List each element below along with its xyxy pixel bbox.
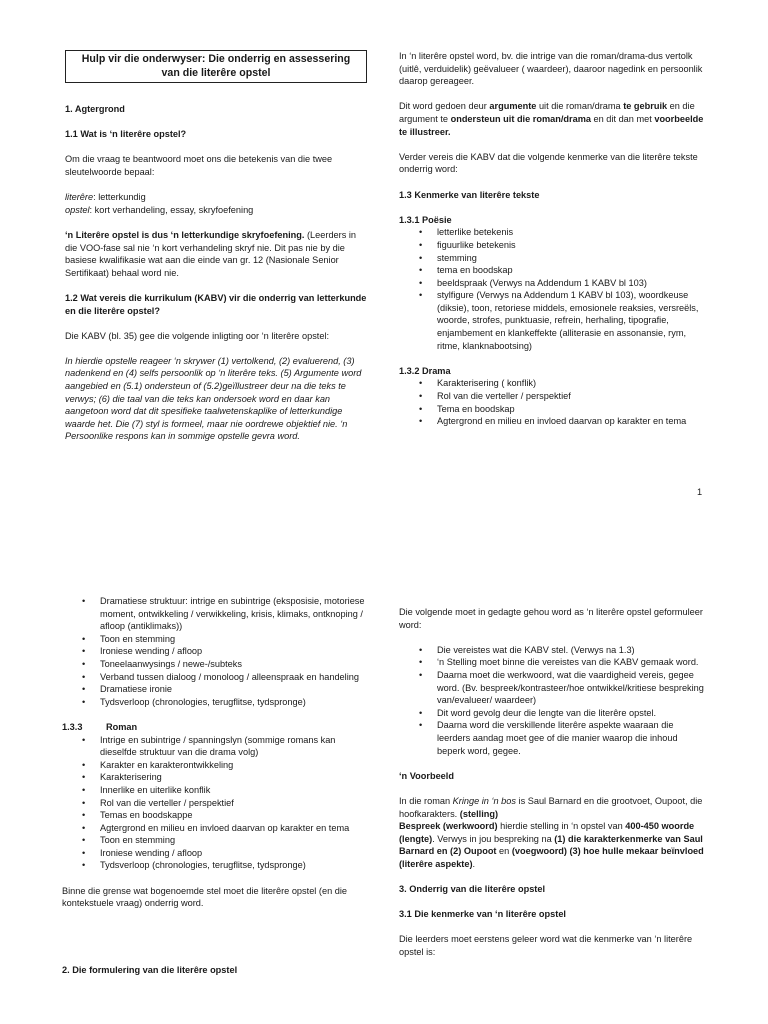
bold-phrase: (stelling) [459, 808, 499, 819]
list-item: • Tema en boodskap [399, 403, 705, 416]
list-item: • Karakter en karakterontwikkeling [62, 759, 367, 772]
bold-phrase: 400-450 woorde (lengte) [399, 821, 695, 844]
page1-right-column [399, 50, 705, 440]
list-item: • Verband tussen dialoog / monoloog / alleenspraak en handeling [62, 671, 367, 684]
list-item: • Karakterisering [62, 771, 367, 784]
text-span: (Leerders in die VOO-fase sal nie ‘n kort verhandeling skryf nie. Dit pas nie by die basiese kwalifikasie wat aan die einde van gr. 12 (Nasionale Senior Sertifikaat) behaal word nie. [65, 229, 357, 278]
list-item: • stylfigure (Verwys na Addendum 1 KABV bl 103), woordkeuse (diksie), toon, retoriese middels, emosionele reaksies, versreëls, woorde, strofes, punktuasie, refrein, herhaling, tipografie, enjambement en klankeffekte (alliterasie en assonansie, rym, ritme, klanknabootsing) [399, 289, 705, 352]
list-item: • Dramatiese ironie [62, 683, 367, 696]
list-item: • tema en boodskap [399, 264, 705, 277]
definitions [65, 191, 367, 216]
paragraph: Die volgende moet in gedagte gehou word as ‘n literêre opstel geformuleer word: [399, 607, 703, 630]
paragraph: In ‘n literêre opstel word, bv. die intrige van die roman/drama-dus vertolk (uitlê, verduidelik) geëvalueer ( waardeer), daaroor nagedink en persoonlik daarop gereageer. [399, 51, 703, 87]
list-item: • letterlike betekenis [399, 226, 705, 239]
text-span: . Verwys in jou bespreking na [432, 833, 555, 844]
kabv-quote [65, 355, 367, 443]
bold-phrase: (1) die karakterkenmerke van Saul Barnard en (2) Oupoot [399, 833, 703, 857]
drama-list [399, 377, 705, 427]
heading-3-1: 3.1 Die kenmerke van ‘n literêre opstel [399, 909, 566, 920]
def-text: : kort verhandeling, essay, skryfoefening [89, 204, 254, 215]
page-number: 1 [697, 487, 703, 497]
heading-1-3-1: 1.3.1 Poësie [399, 214, 452, 225]
def-term: opstel [65, 204, 90, 215]
page2-right-column [399, 606, 705, 971]
bold-phrase: voorbeelde te illustreer. [399, 113, 704, 137]
heading-1-3: 1.3 Kenmerke van literêre tekste [399, 189, 540, 200]
def-text: : letterkundig [93, 192, 146, 203]
document-title-box [65, 50, 367, 83]
book-title: Kringe in ‘n bos [452, 795, 516, 806]
paragraph: Verder vereis die KABV dat die volgende kenmerke van die literêre tekste onderrig word: [399, 151, 698, 175]
list-item: • Agtergrond en milieu en invloed daarvan op karakter en tema [399, 415, 705, 428]
text-span: In die roman [399, 795, 453, 806]
page2-left-column [62, 595, 367, 990]
heading-label: Roman [106, 721, 138, 732]
text-span: . [472, 858, 476, 869]
heading-1: 1. Agtergrond [65, 104, 125, 114]
text-span: is Saul Barnard en die grootvoet, Oupoot, die hoofkarakters. [399, 795, 703, 819]
list-item: • Rol van die verteller / perspektief [399, 390, 705, 403]
list-item: • Innerlike en uiterlike konflik [62, 784, 367, 797]
paragraph: Binne die grense wat bogenoemde stel moet die literêre opstel (en die kontekstuele vraag) onderrig word. [62, 885, 347, 909]
poesie-list [399, 226, 705, 352]
paragraph: Om die vraag te beantwoord moet ons die betekenis van die twee sleutelwoorde bepaal: [65, 154, 333, 177]
def-term: literêre [65, 192, 94, 203]
heading-1-3-2: 1.3.2 Drama [399, 365, 451, 376]
bold-phrase: argumente [489, 101, 537, 112]
list-item: • Daarna moet die werkwoord, wat die vaardigheid vereis, gegee word. (Bv. bespreek/kontrasteer/hoe ontwikkel/kritiese bespreking van/evalueer/ waardeer) [399, 669, 705, 707]
list-item: • Toon en stemming [62, 633, 367, 646]
paragraph: Die KABV (bl. 35) gee die volgende inligting oor ‘n literêre opstel: [65, 330, 330, 341]
heading-3: 3. Onderrig van die literêre opstel [399, 884, 546, 895]
text-span: hierdie stelling in ‘n opstel van [497, 821, 626, 832]
list-item: • figuurlike betekenis [399, 239, 705, 252]
list-item: • Ironiese wending / afloop [62, 645, 367, 658]
text-span: en dit dan met [590, 113, 655, 124]
page1-left-column [65, 50, 367, 456]
quote-text: In hierdie opstelle reageer ‘n skrywer (1) vertolkend, (2) evaluerend, (3) nadenkend en (4) selfs persoonlik op ‘n literêre teks. (5) Argumente word aangebied en (5.1) ondersteun of (5.2)geïllustreer deur na die teks te verwys; (6) die taal van die teks kan ondersoek word en daar kan aangetoon word dat dit spesifieke taalwetenskaplike of letterkundige waarde het. Die (7) styl is formeel, maar nie oordrewe objektief nie. ‘n Persoonlike respons kan in sommige opstelle gevra word. [65, 355, 362, 442]
list-item: • Rol van die verteller / perspektief [62, 797, 367, 810]
bold-phrase: (voegwoord) (3) hoe hulle mekaar beïnvloed (literêre aspekte) [399, 846, 704, 869]
list-item: • beeldspraak (Verwys na Addendum 1 KABV bl 103) [399, 277, 705, 290]
text-span: en die argument te [399, 101, 695, 124]
document-title-line2: van die literêre opstel [161, 67, 271, 79]
list-item: • Dit word gevolg deur die lengte van die literêre opstel. [399, 707, 705, 720]
bold-phrase: ‘n Literêre opstel is dus ‘n letterkundige skryfoefening. [65, 229, 305, 240]
document-title-line1: Hulp vir die onderwyser: Die onderrig en assessering [81, 53, 351, 65]
list-item: • Tydsverloop (chronologies, terugflitse, tydspronge) [62, 696, 367, 709]
paragraph [399, 100, 705, 138]
heading-1-3-3 [62, 721, 367, 734]
paragraph [65, 229, 367, 279]
example-paragraph [399, 795, 705, 871]
list-item: • ‘n Stelling moet binne die vereistes van die KABV gemaak word. [399, 656, 705, 669]
list-item: • stemming [399, 252, 705, 265]
text-span: Dit word gedoen deur [399, 101, 490, 112]
list-item: • Karakterisering ( konflik) [399, 377, 705, 390]
drama-list-continued [62, 595, 367, 708]
bold-phrase: Bespreek (werkwoord) [399, 821, 498, 832]
formulering-list [399, 644, 705, 757]
list-item: • Agtergrond en milieu en invloed daarvan op karakter en tema [62, 822, 367, 835]
list-item: • Tydsverloop (chronologies, terugflitse, tydspronge) [62, 859, 367, 872]
heading-2: 2. Die formulering van die literêre opstel [62, 965, 238, 976]
list-item: • Ironiese wending / afloop [62, 847, 367, 860]
bold-phrase: te gebruik [623, 101, 668, 112]
list-item: • Toon en stemming [62, 834, 367, 847]
list-item: • Intrige en subintrige / spanningslyn (sommige romans kan dieselfde struktuur van die drama volg) [62, 734, 367, 759]
list-item: • Daarna word die verskillende literêre aspekte waaraan die leerders aandag moet gee of die manier waarop die inhoud beperk word, gegee. [399, 719, 705, 757]
heading-1-1: 1.1 Wat is ‘n literêre opstel? [65, 129, 187, 140]
paragraph: Die leerders moet eerstens geleer word wat die kenmerke van ‘n literêre opstel is: [399, 934, 693, 958]
heading-voorbeeld: ‘n Voorbeeld [399, 770, 454, 781]
list-item: • Temas en boodskappe [62, 809, 367, 822]
list-item: • Die vereistes wat die KABV stel. (Verwys na 1.3) [399, 644, 705, 657]
text-span: en [496, 846, 512, 857]
list-item: • Dramatiese struktuur: intrige en subintrige (eksposisie, motoriese moment, ontwikkeling / verwikkeling, krisis, klimaks, ontknoping / afloop (antiklimaks)) [62, 595, 367, 633]
heading-number: 1.3.3 [62, 721, 83, 732]
heading-1-2: 1.2 Wat vereis die kurrikulum (KABV) vir die onderrig van letterkunde en die literêre opstel? [65, 292, 367, 316]
text-span: uit die roman/drama [536, 101, 624, 112]
roman-list [62, 734, 367, 873]
bold-phrase: ondersteun uit die roman/drama [450, 113, 591, 124]
list-item: • Toneelaanwysings / newe-/subteks [62, 658, 367, 671]
